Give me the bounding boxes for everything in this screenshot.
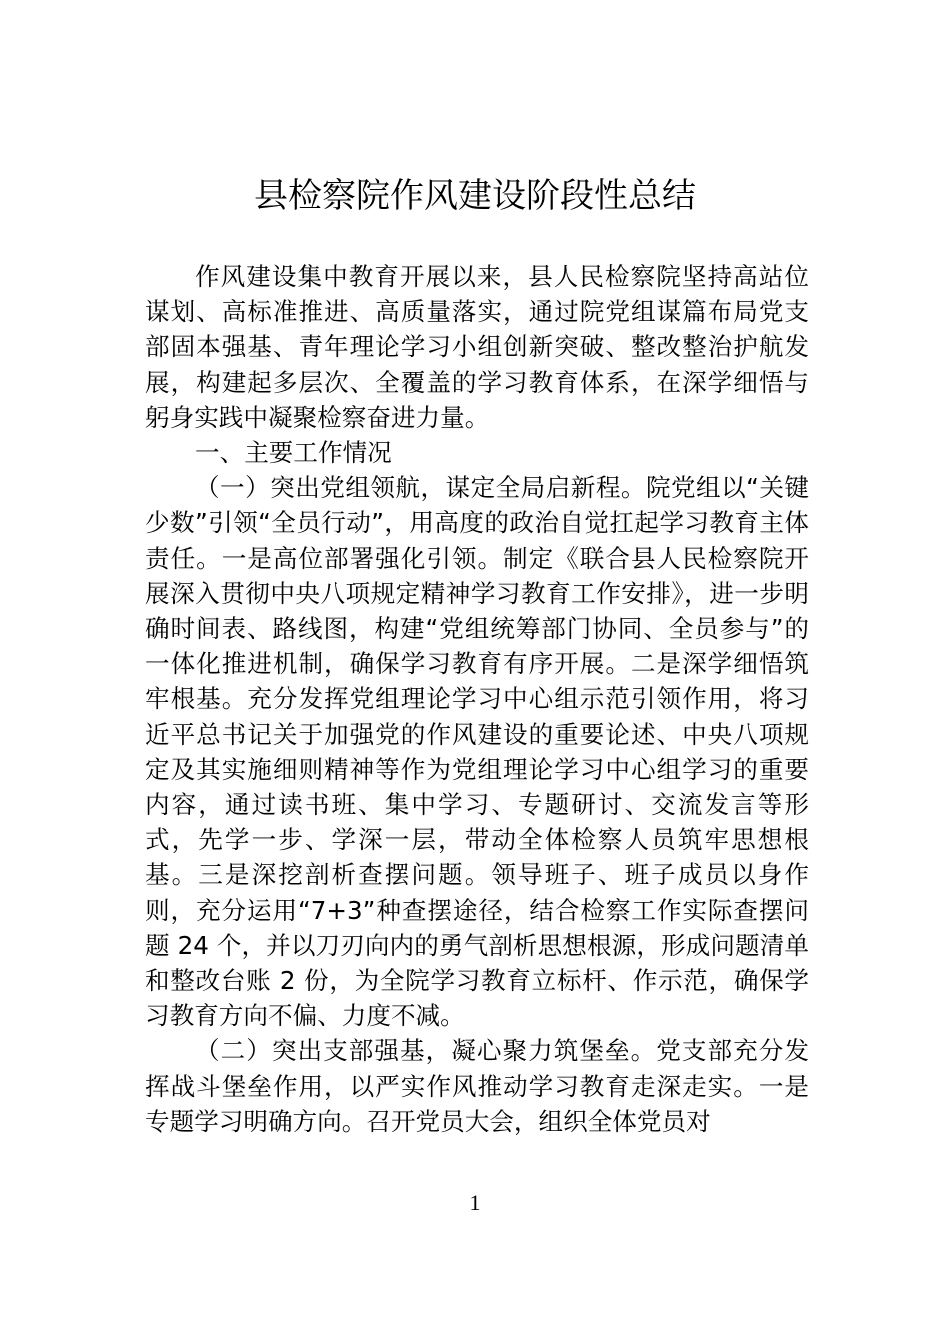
subsection-1-paragraph: （一）突出党组领航，谋定全局启新程。院党组以“关键少数”引领“全员行动”，用高度的政治自觉扛起学习教育主体责任。一是高位部署强化引领。制定《联合县人民检察院开展深入贯彻中央八项规定精神学习教育工作安排》，进一步明确时间表、路线图，构建“党组统筹部门协同、全员参与”的一体化推进机制，确保学习教育有序开展。二是深学细悟筑牢根基。充分发挥党组理论学习中心组示范引领作用，将习近平总书记关于加强党的作风建设的重要论述、中央八项规定及其实施细则精神等作为党组理论学习中心组学习的重要内容，通过读书班、集中学习、专题研讨、交流发言等形式，先学一步、学深一层，带动全体检察人员筑牢思想根基。三是深挖剖析查摆问题。领导班子、班子成员以身作则，充分运用“7+3”种查摆途径，结合检察工作实际查摆问题 24 个，并以刀刃向内的勇气剖析思想根源，形成问题清单和整改台账 2 份，为全院学习教育立标杆、作示范，确保学习教育方向不偏、力度不减。 [145, 473, 809, 1031]
subsection-2-paragraph: （二）突出支部强基，凝心聚力筑堡垒。党支部充分发挥战斗堡垒作用，以严实作风推动学习教育走深走实。一是专题学习明确方向。召开党员大会，组织全体党员对 [145, 1036, 809, 1136]
section-heading: 一、主要工作情况 [195, 438, 392, 468]
page-number: 1 [469, 1190, 481, 1215]
document-title: 县检察院作风建设阶段性总结 [254, 176, 696, 216]
intro-paragraph: 作风建设集中教育开展以来，县人民检察院坚持高站位谋划、高标准推进、高质量落实，通过院党组谋篇布局党支部固本强基、青年理论学习小组创新突破、整改整治护航发展，构建起多层次、全覆盖的学习教育体系，在深学细悟与躬身实践中凝聚检察奋进力量。 [145, 262, 809, 432]
document-body [145, 259, 809, 1139]
